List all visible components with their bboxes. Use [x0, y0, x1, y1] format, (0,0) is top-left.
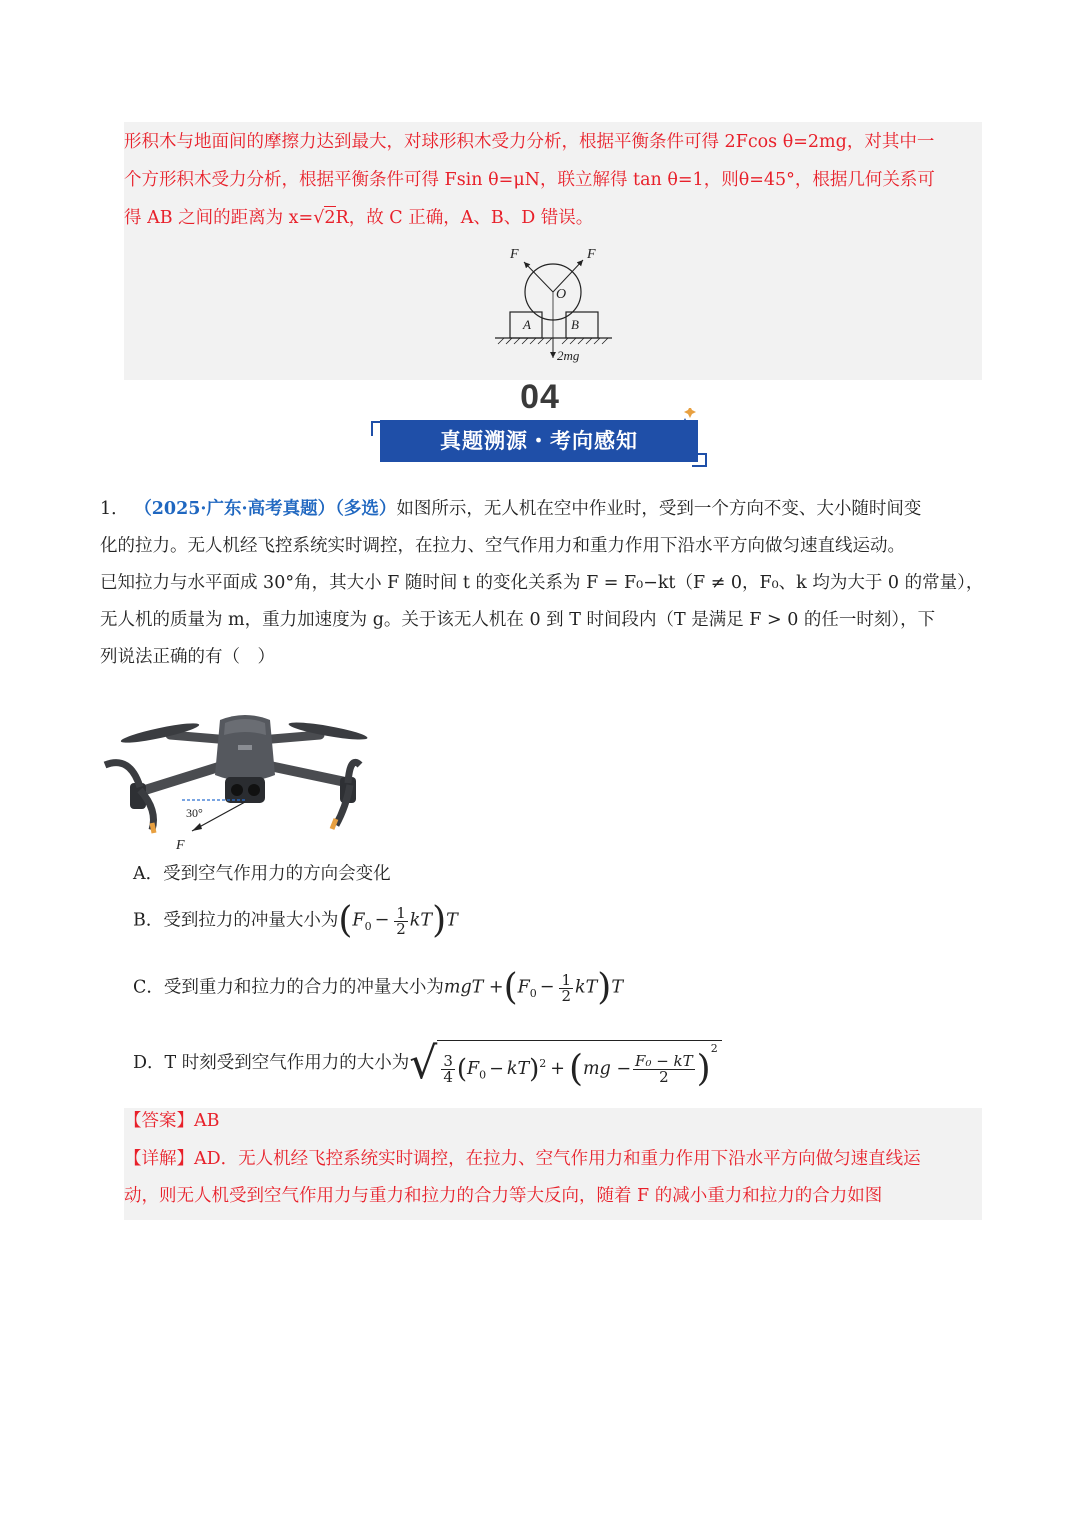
- frac-den: 4: [443, 1068, 453, 1086]
- section-title: 真题溯源・考向感知: [380, 420, 698, 462]
- label-o: O: [556, 287, 567, 302]
- section-banner: [370, 378, 710, 473]
- fraction-half: [394, 903, 408, 938]
- paren-open: (: [338, 900, 353, 941]
- t: T: [446, 910, 458, 931]
- fraction-force: [633, 1054, 695, 1085]
- option-c: [133, 967, 624, 1008]
- drone-image: [100, 695, 390, 855]
- question-line-5: 列说法正确的有（ ）: [100, 647, 275, 667]
- label-b: B: [571, 317, 579, 332]
- f0-sub: 0: [529, 987, 537, 1000]
- question-line-2: 化的拉力。无人机经飞控系统实时调控，在拉力、空气作用力和重力作用下沿水平方向做匀速直线运动。: [100, 536, 905, 556]
- paren-close: ): [432, 900, 447, 941]
- f0: F: [467, 1058, 480, 1079]
- option-a: A．受到空气作用力的方向会变化: [133, 864, 391, 884]
- square: 2: [710, 1042, 718, 1055]
- label-a: A: [523, 317, 531, 332]
- force-arrow-left: [524, 262, 553, 292]
- question-line-3: 已知拉力与水平面成 30°角，其大小 F 随时间 t 的变化关系为 F = F₀−kt（F ≠ 0，F₀、k 均为大于 0 的常量），: [100, 573, 984, 593]
- question-number: 1．: [100, 499, 129, 519]
- option-c-text: C．受到重力和拉力的合力的冲量大小为: [133, 977, 444, 998]
- mgt: mgT +: [443, 977, 504, 998]
- force-diagram: [490, 240, 620, 368]
- kt: kT: [409, 910, 433, 931]
- frac-den: 2: [659, 1068, 669, 1086]
- t: T: [611, 977, 624, 998]
- answer-detail-2: 动，则无人机受到空气作用力与重力和拉力的合力等大反向，随着 F 的减小重力和拉力的合力如图: [124, 1186, 883, 1206]
- solution-line-1: 形积木与地面间的摩擦力达到最大，对球形积木受力分析，根据平衡条件可得 2Fcos θ=2mg，对其中一: [124, 132, 935, 152]
- frac-num: F₀ − kT: [635, 1052, 693, 1070]
- f0: F: [517, 977, 530, 998]
- option-b-text: B．受到拉力的冲量大小为: [133, 910, 339, 931]
- question-line-1: [100, 501, 921, 519]
- kt: kT: [506, 1058, 530, 1079]
- kt: kT: [575, 977, 598, 998]
- frac-num: 1: [396, 903, 406, 922]
- minus: −: [374, 910, 390, 931]
- question-line-4: 无人机的质量为 m，重力加速度为 g。关于该无人机在 0 到 T 时间段内（T 是满足 F > 0 的任一时刻），下: [100, 610, 936, 630]
- answer-detail-1: 【详解】AD．无人机经飞控系统实时调控，在拉力、空气作用力和重力作用下沿水平方向做匀速直线运: [124, 1149, 921, 1169]
- frac-den: 2: [561, 986, 572, 1005]
- option-d-text: D．T 时刻受到空气作用力的大小为: [133, 1053, 410, 1073]
- paren-close: ): [529, 1054, 540, 1085]
- label-f-right: F: [587, 247, 596, 262]
- option-d: [133, 1037, 722, 1090]
- question-source: （2025·广东·高考真题）（多选）: [134, 499, 397, 519]
- plus: +: [550, 1058, 565, 1079]
- paren-open: (: [568, 1048, 583, 1090]
- frac-num: 1: [561, 970, 572, 989]
- paren-open: (: [456, 1054, 468, 1085]
- label-f-left: F: [510, 247, 519, 262]
- label-weight: 2mg: [557, 348, 580, 363]
- paren-close: ): [696, 1048, 711, 1090]
- sqrt-content: [437, 1040, 721, 1088]
- solution-line-3-pre: 得 AB 之间的距离为 x=: [124, 208, 314, 228]
- frac-den: 2: [396, 919, 406, 938]
- minus: −: [539, 977, 555, 998]
- question-line-1-rest: 如图所示，无人机在空中作业时，受到一个方向不变、大小随时间变: [396, 499, 922, 519]
- square: 2: [539, 1057, 547, 1071]
- mg-minus: mg −: [583, 1058, 632, 1079]
- sqrt-value: 2: [324, 208, 336, 228]
- paren-open: (: [503, 967, 518, 1008]
- paren-close: ): [597, 967, 612, 1008]
- fraction-three-quarters: [441, 1054, 455, 1085]
- frac-num: 3: [443, 1052, 453, 1070]
- f0-sub: 0: [479, 1068, 487, 1082]
- section-number: 04: [520, 378, 560, 416]
- fraction-half: [559, 970, 573, 1005]
- solution-line-2: 个方形积木受力分析，根据平衡条件可得 Fsin θ=μN，联立解得 tan θ=1，则θ=45°，根据几何关系可: [124, 170, 935, 190]
- angle-label: 30°: [186, 806, 203, 820]
- f0-sub: 0: [364, 920, 372, 933]
- option-b: [133, 900, 458, 941]
- answer-label: 【答案】AB: [124, 1111, 220, 1131]
- solution-line-3-post: R，故 C 正确，A、B、D 错误。: [335, 208, 594, 228]
- minus: −: [489, 1058, 504, 1079]
- f0: F: [352, 910, 365, 931]
- drone-force-label: F: [176, 838, 185, 853]
- sqrt-radical: √: [409, 1037, 438, 1089]
- solution-line-3: [124, 210, 593, 228]
- sqrt-symbol: √: [313, 208, 325, 228]
